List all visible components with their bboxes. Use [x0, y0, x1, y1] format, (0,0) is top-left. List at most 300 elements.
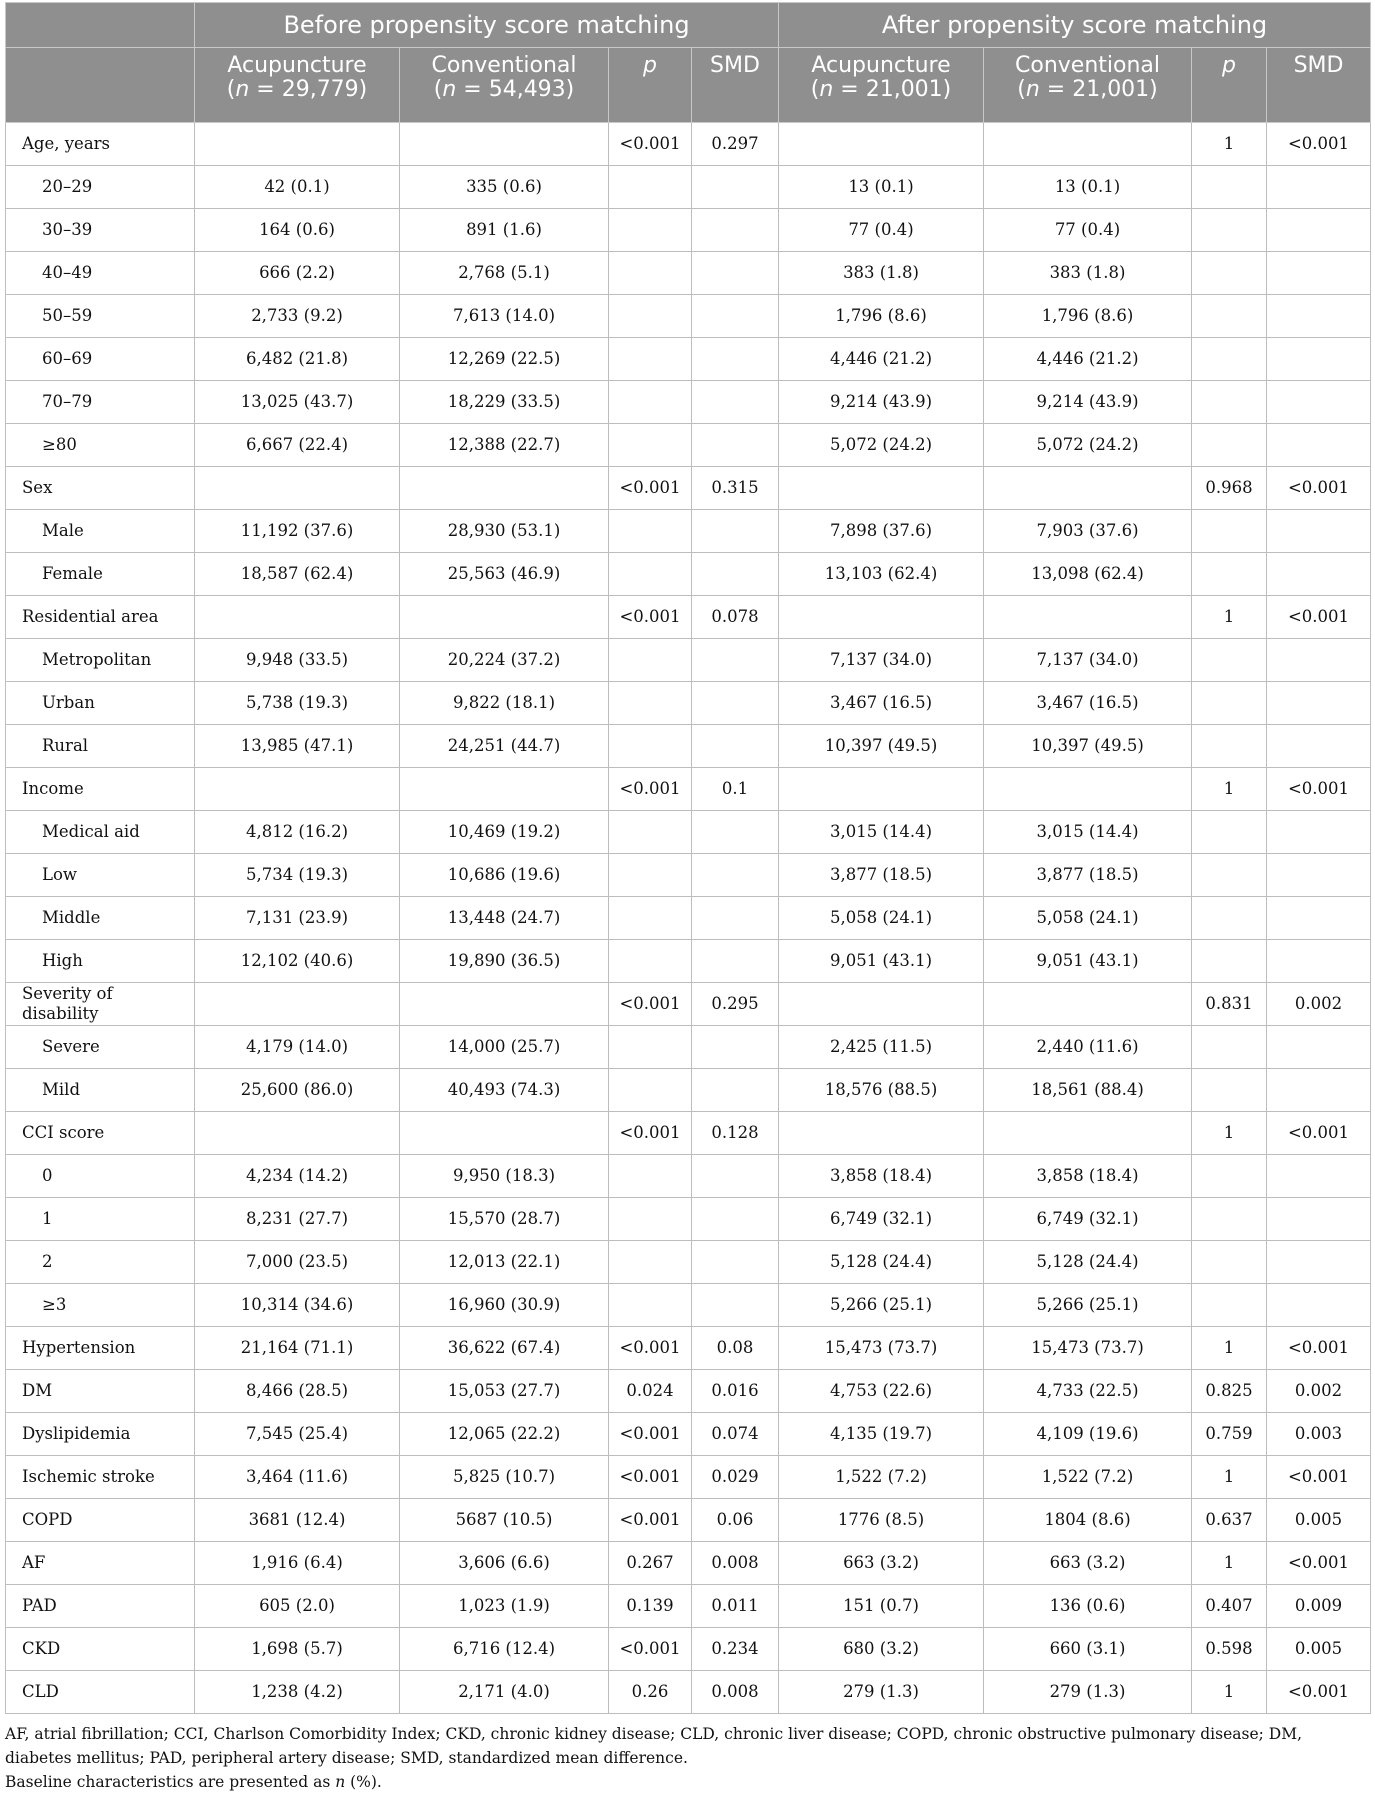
table-cell: 1,796 (8.6) [779, 295, 984, 338]
table-cell: <0.001 [609, 1628, 692, 1671]
table-cell: 18,587 (62.4) [195, 553, 400, 596]
table-cell: 2,768 (5.1) [400, 252, 609, 295]
table-cell: 7,000 (23.5) [195, 1241, 400, 1284]
table-cell: 0.008 [692, 1542, 779, 1585]
table-cell: 24,251 (44.7) [400, 725, 609, 768]
table-cell: <0.001 [609, 596, 692, 639]
table-cell [779, 123, 984, 166]
table-cell: 383 (1.8) [779, 252, 984, 295]
table-cell [609, 381, 692, 424]
header-col-before-smd [692, 48, 779, 123]
table-cell: 4,109 (19.6) [984, 1413, 1192, 1456]
table-cell: 13,985 (47.1) [195, 725, 400, 768]
table-cell [609, 166, 692, 209]
table-cell: 0.08 [692, 1327, 779, 1370]
table-cell [1267, 510, 1371, 553]
footnote-note: Baseline characteristics are presented as n (%). [5, 1773, 382, 1791]
header-col-n: (n = 29,779) [226, 77, 368, 102]
table-cell: 21,164 (71.1) [195, 1327, 400, 1370]
table-row [6, 553, 1371, 596]
table-cell [195, 768, 400, 811]
table-cell [1192, 553, 1267, 596]
row-sublabel: Urban [6, 682, 195, 725]
table-cell: 605 (2.0) [195, 1585, 400, 1628]
table-cell [1267, 854, 1371, 897]
footnote-abbreviations: AF, atrial fibrillation; CCI, Charlson Comorbidity Index; CKD, chronic kidney disease; CLD, chronic liver disease; COPD, chronic obstructive pulmonary disease; DM, diabetes mellitus; PAD, peripheral artery disease; SMD, standardized mean difference. [5, 1725, 1302, 1767]
table-cell: 9,948 (33.5) [195, 639, 400, 682]
table-cell [1192, 295, 1267, 338]
table-row [6, 1413, 1371, 1456]
table-cell [692, 338, 779, 381]
table-cell [609, 897, 692, 940]
table-cell [1192, 1155, 1267, 1198]
document [5, 2, 1370, 1794]
table-cell [1192, 381, 1267, 424]
table-cell: 660 (3.1) [984, 1628, 1192, 1671]
header-corner-cell [6, 3, 195, 48]
table-cell [984, 1112, 1192, 1155]
table-cell: 5,058 (24.1) [779, 897, 984, 940]
row-label: CCI score [6, 1112, 195, 1155]
table-row [6, 1241, 1371, 1284]
table-cell: 6,667 (22.4) [195, 424, 400, 467]
baseline-characteristics-table [5, 2, 1371, 1714]
table-cell [984, 123, 1192, 166]
table-cell: 3,015 (14.4) [984, 811, 1192, 854]
table-row [6, 1499, 1371, 1542]
table-cell: 0.005 [1267, 1499, 1371, 1542]
table-cell: 7,545 (25.4) [195, 1413, 400, 1456]
table-cell: 1 [1192, 1327, 1267, 1370]
table-cell [1192, 811, 1267, 854]
header-group-after-psm: After propensity score matching [779, 3, 1371, 48]
table-cell: 5,738 (19.3) [195, 682, 400, 725]
table-cell: 4,135 (19.7) [779, 1413, 984, 1456]
row-sublabel: 60–69 [6, 338, 195, 381]
table-cell: 136 (0.6) [984, 1585, 1192, 1628]
table-cell [609, 1155, 692, 1198]
table-cell: 0.06 [692, 1499, 779, 1542]
row-sublabel: Medical aid [6, 811, 195, 854]
table-row [6, 467, 1371, 510]
table-cell [1267, 338, 1371, 381]
table-cell: 42 (0.1) [195, 166, 400, 209]
table-cell: 663 (3.2) [984, 1542, 1192, 1585]
table-cell [1192, 682, 1267, 725]
table-cell: 0.016 [692, 1370, 779, 1413]
table-cell: 0.078 [692, 596, 779, 639]
table-cell: 383 (1.8) [984, 252, 1192, 295]
table-cell: 9,950 (18.3) [400, 1155, 609, 1198]
table-cell [609, 1026, 692, 1069]
table-cell: 7,613 (14.0) [400, 295, 609, 338]
table-row [6, 811, 1371, 854]
table-cell [692, 897, 779, 940]
table-cell [609, 510, 692, 553]
table-cell: 3,877 (18.5) [984, 854, 1192, 897]
header-col-name: p [643, 53, 657, 78]
table-cell: 2,440 (11.6) [984, 1026, 1192, 1069]
table-cell: 0.1 [692, 768, 779, 811]
table-cell: 3,877 (18.5) [779, 854, 984, 897]
table-row [6, 424, 1371, 467]
table-row [6, 1585, 1371, 1628]
table-row [6, 940, 1371, 983]
row-label: COPD [6, 1499, 195, 1542]
table-cell [195, 983, 400, 1026]
table-cell: 279 (1.3) [984, 1671, 1192, 1714]
table-cell: 0.759 [1192, 1413, 1267, 1456]
header-col-n: (n = 21,001) [810, 77, 952, 102]
row-sublabel: ≥3 [6, 1284, 195, 1327]
row-sublabel: 1 [6, 1198, 195, 1241]
table-cell [1192, 338, 1267, 381]
table-cell [609, 1241, 692, 1284]
table-cell: 3,015 (14.4) [779, 811, 984, 854]
table-cell [1192, 897, 1267, 940]
table-row [6, 682, 1371, 725]
table-row [6, 854, 1371, 897]
table-cell: 0.407 [1192, 1585, 1267, 1628]
table-cell [692, 682, 779, 725]
table-cell [1192, 725, 1267, 768]
table-cell: 12,065 (22.2) [400, 1413, 609, 1456]
table-cell [1192, 854, 1267, 897]
table-cell [692, 811, 779, 854]
table-cell [692, 295, 779, 338]
table-cell: 1 [1192, 768, 1267, 811]
table-cell: 0.003 [1267, 1413, 1371, 1456]
table-row [6, 381, 1371, 424]
table-cell: 13,448 (24.7) [400, 897, 609, 940]
table-cell: <0.001 [609, 1413, 692, 1456]
table-cell: 14,000 (25.7) [400, 1026, 609, 1069]
table-cell: 6,482 (21.8) [195, 338, 400, 381]
table-cell: 0.029 [692, 1456, 779, 1499]
table-cell: 6,749 (32.1) [779, 1198, 984, 1241]
table-row [6, 768, 1371, 811]
table-cell: <0.001 [609, 1327, 692, 1370]
header-col-name: Acupuncture [811, 53, 951, 78]
table-footnotes [5, 1722, 1370, 1794]
table-cell: 0.234 [692, 1628, 779, 1671]
table-cell: 25,563 (46.9) [400, 553, 609, 596]
table-row [6, 295, 1371, 338]
table-cell: <0.001 [609, 1112, 692, 1155]
table-cell [692, 252, 779, 295]
table-cell [779, 983, 984, 1026]
table-row [6, 639, 1371, 682]
table-row [6, 1628, 1371, 1671]
table-cell [195, 1112, 400, 1155]
table-cell: <0.001 [1267, 1671, 1371, 1714]
table-cell [1192, 166, 1267, 209]
table-cell: 13 (0.1) [779, 166, 984, 209]
row-sublabel: Male [6, 510, 195, 553]
table-cell: 7,137 (34.0) [984, 639, 1192, 682]
table-cell [692, 940, 779, 983]
table-cell: 13,025 (43.7) [195, 381, 400, 424]
table-cell: 6,716 (12.4) [400, 1628, 609, 1671]
table-cell: <0.001 [1267, 1542, 1371, 1585]
table-cell [692, 510, 779, 553]
table-cell: <0.001 [1267, 467, 1371, 510]
table-cell: 1 [1192, 596, 1267, 639]
table-cell: 3,858 (18.4) [984, 1155, 1192, 1198]
table-cell [692, 1241, 779, 1284]
table-row [6, 983, 1371, 1026]
table-cell: <0.001 [1267, 768, 1371, 811]
table-cell: 10,686 (19.6) [400, 854, 609, 897]
table-cell [1267, 639, 1371, 682]
table-cell [692, 639, 779, 682]
table-cell: 1 [1192, 1456, 1267, 1499]
table-cell [692, 209, 779, 252]
row-sublabel: 50–59 [6, 295, 195, 338]
table-cell: 12,102 (40.6) [195, 940, 400, 983]
table-row [6, 596, 1371, 639]
table-cell: 0.295 [692, 983, 779, 1026]
table-cell: <0.001 [609, 467, 692, 510]
table-cell: 15,570 (28.7) [400, 1198, 609, 1241]
table-cell: 1 [1192, 123, 1267, 166]
table-cell [195, 467, 400, 510]
table-cell: 3,464 (11.6) [195, 1456, 400, 1499]
table-cell [609, 1069, 692, 1112]
table-cell [1267, 424, 1371, 467]
table-cell [692, 424, 779, 467]
table-row [6, 1456, 1371, 1499]
table-cell [1192, 252, 1267, 295]
table-cell [609, 338, 692, 381]
table-row [6, 725, 1371, 768]
table-cell: 1,023 (1.9) [400, 1585, 609, 1628]
table-cell: 10,397 (49.5) [984, 725, 1192, 768]
table-cell [1192, 1026, 1267, 1069]
table-cell: 40,493 (74.3) [400, 1069, 609, 1112]
table-row [6, 123, 1371, 166]
row-sublabel: High [6, 940, 195, 983]
table-cell: 20,224 (37.2) [400, 639, 609, 682]
table-cell [692, 381, 779, 424]
table-cell [609, 295, 692, 338]
table-cell [779, 596, 984, 639]
table-cell: 36,622 (67.4) [400, 1327, 609, 1370]
table-row [6, 1069, 1371, 1112]
table-cell: 0.267 [609, 1542, 692, 1585]
header-col-name: p [1222, 53, 1236, 78]
table-cell: 15,053 (27.7) [400, 1370, 609, 1413]
row-sublabel: Female [6, 553, 195, 596]
table-cell [609, 725, 692, 768]
table-cell: <0.001 [609, 123, 692, 166]
table-cell [692, 1026, 779, 1069]
row-label: Severity of disability [6, 983, 195, 1026]
table-cell [609, 639, 692, 682]
table-cell: 0.26 [609, 1671, 692, 1714]
table-cell: 8,231 (27.7) [195, 1198, 400, 1241]
table-cell [1267, 1026, 1371, 1069]
row-sublabel: 2 [6, 1241, 195, 1284]
table-cell: 28,930 (53.1) [400, 510, 609, 553]
table-cell: 10,314 (34.6) [195, 1284, 400, 1327]
table-cell: 0.002 [1267, 983, 1371, 1026]
table-cell: 0.598 [1192, 1628, 1267, 1671]
table-cell [692, 1155, 779, 1198]
table-cell: 151 (0.7) [779, 1585, 984, 1628]
table-cell [984, 596, 1192, 639]
table-cell: 18,229 (33.5) [400, 381, 609, 424]
table-cell [1267, 252, 1371, 295]
table-cell: <0.001 [1267, 123, 1371, 166]
table-row [6, 510, 1371, 553]
header-corner-cell-sub [6, 48, 195, 123]
table-cell [984, 983, 1192, 1026]
table-cell [400, 467, 609, 510]
row-sublabel: Rural [6, 725, 195, 768]
table-cell: 5,058 (24.1) [984, 897, 1192, 940]
table-cell: 13 (0.1) [984, 166, 1192, 209]
table-cell [779, 768, 984, 811]
row-sublabel: Low [6, 854, 195, 897]
table-cell [1267, 1198, 1371, 1241]
table-cell: <0.001 [1267, 1327, 1371, 1370]
table-cell: 0.315 [692, 467, 779, 510]
table-cell: 5,128 (24.4) [779, 1241, 984, 1284]
row-label: AF [6, 1542, 195, 1585]
table-cell: 5,266 (25.1) [984, 1284, 1192, 1327]
table-cell: 1776 (8.5) [779, 1499, 984, 1542]
table-cell: 1 [1192, 1542, 1267, 1585]
table-cell [1192, 1284, 1267, 1327]
table-cell [609, 553, 692, 596]
table-row [6, 897, 1371, 940]
table-row [6, 1198, 1371, 1241]
table-cell [1192, 1241, 1267, 1284]
table-cell: 77 (0.4) [779, 209, 984, 252]
table-cell: 5,734 (19.3) [195, 854, 400, 897]
table-cell: 0.008 [692, 1671, 779, 1714]
table-cell [609, 1284, 692, 1327]
table-cell: 0.128 [692, 1112, 779, 1155]
row-label: Income [6, 768, 195, 811]
table-cell [1192, 1069, 1267, 1112]
table-cell: 77 (0.4) [984, 209, 1192, 252]
header-col-after-smd [1267, 48, 1371, 123]
table-cell [1267, 725, 1371, 768]
row-label: Ischemic stroke [6, 1456, 195, 1499]
table-cell: 0.825 [1192, 1370, 1267, 1413]
table-cell [400, 1112, 609, 1155]
header-col-name: SMD [710, 53, 760, 78]
table-cell [1267, 381, 1371, 424]
table-cell: 3,606 (6.6) [400, 1542, 609, 1585]
table-cell [1267, 1284, 1371, 1327]
table-cell: 8,466 (28.5) [195, 1370, 400, 1413]
table-cell [1267, 1069, 1371, 1112]
table-cell: 1 [1192, 1671, 1267, 1714]
table-cell: 3,467 (16.5) [984, 682, 1192, 725]
table-cell: 7,903 (37.6) [984, 510, 1192, 553]
row-sublabel: 40–49 [6, 252, 195, 295]
table-row [6, 338, 1371, 381]
header-col-name: Conventional [431, 53, 577, 78]
row-label: CLD [6, 1671, 195, 1714]
table-cell: 0.968 [1192, 467, 1267, 510]
table-cell [609, 811, 692, 854]
row-label: Hypertension [6, 1327, 195, 1370]
table-cell: 663 (3.2) [779, 1542, 984, 1585]
table-cell: 18,576 (88.5) [779, 1069, 984, 1112]
table-cell [400, 768, 609, 811]
row-label: Residential area [6, 596, 195, 639]
table-cell: 1,522 (7.2) [779, 1456, 984, 1499]
table-cell: <0.001 [609, 768, 692, 811]
header-col-before-acupuncture [195, 48, 400, 123]
table-cell [400, 123, 609, 166]
table-cell: 15,473 (73.7) [779, 1327, 984, 1370]
header-group-before-psm: Before propensity score matching [195, 3, 779, 48]
table-cell [692, 1284, 779, 1327]
table-cell: 12,269 (22.5) [400, 338, 609, 381]
table-cell [609, 209, 692, 252]
table-cell: <0.001 [1267, 596, 1371, 639]
row-sublabel: Mild [6, 1069, 195, 1112]
table-cell: 9,822 (18.1) [400, 682, 609, 725]
table-cell: <0.001 [609, 1499, 692, 1542]
table-row [6, 1327, 1371, 1370]
table-cell: 10,469 (19.2) [400, 811, 609, 854]
table-cell: 9,051 (43.1) [984, 940, 1192, 983]
table-body [6, 123, 1371, 1714]
table-cell: 164 (0.6) [195, 209, 400, 252]
table-cell: <0.001 [1267, 1112, 1371, 1155]
table-cell [195, 123, 400, 166]
table-cell: 19,890 (36.5) [400, 940, 609, 983]
row-sublabel: Middle [6, 897, 195, 940]
table-row [6, 1542, 1371, 1585]
table-cell [1267, 1241, 1371, 1284]
table-row [6, 252, 1371, 295]
table-cell [1267, 682, 1371, 725]
table-cell: 12,013 (22.1) [400, 1241, 609, 1284]
table-cell: 2,425 (11.5) [779, 1026, 984, 1069]
table-cell: 7,137 (34.0) [779, 639, 984, 682]
table-cell: 4,446 (21.2) [984, 338, 1192, 381]
table-cell: 12,388 (22.7) [400, 424, 609, 467]
table-cell: 18,561 (88.4) [984, 1069, 1192, 1112]
table-cell: 3681 (12.4) [195, 1499, 400, 1542]
row-sublabel: 0 [6, 1155, 195, 1198]
table-cell [984, 768, 1192, 811]
row-sublabel: Metropolitan [6, 639, 195, 682]
table-cell: 1,796 (8.6) [984, 295, 1192, 338]
header-col-before-conventional [400, 48, 609, 123]
table-cell: 4,753 (22.6) [779, 1370, 984, 1413]
table-cell: 15,473 (73.7) [984, 1327, 1192, 1370]
table-cell: 0.002 [1267, 1370, 1371, 1413]
table-row [6, 209, 1371, 252]
table-cell [1267, 166, 1371, 209]
table-cell: 0.831 [1192, 983, 1267, 1026]
table-cell: <0.001 [609, 983, 692, 1026]
table-row [6, 1671, 1371, 1714]
table-cell [692, 854, 779, 897]
table-cell: 4,733 (22.5) [984, 1370, 1192, 1413]
table-cell [1267, 295, 1371, 338]
table-cell [692, 166, 779, 209]
table-cell: 1,698 (5.7) [195, 1628, 400, 1671]
